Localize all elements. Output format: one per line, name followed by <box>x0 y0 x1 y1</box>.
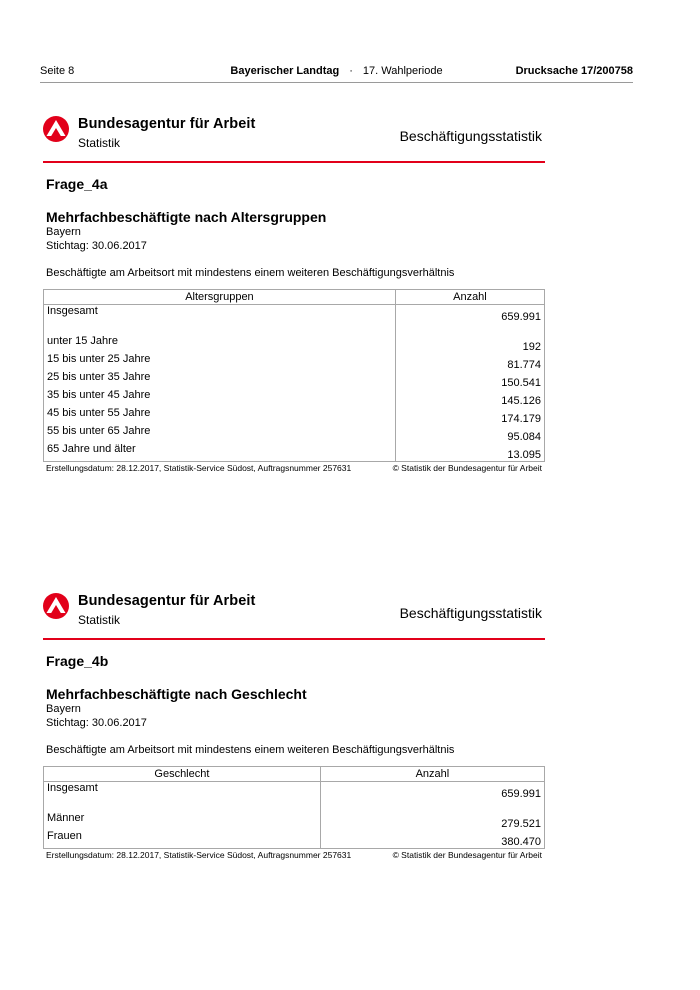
ba-logo-icon <box>43 593 69 619</box>
table-row <box>44 425 545 443</box>
question-label: Frage_4b <box>46 653 109 669</box>
brand-name: Bundesagentur für Arbeit <box>78 116 256 132</box>
region: Bayern <box>46 703 81 715</box>
row-value: 13.095 <box>395 443 544 462</box>
table-header-row <box>44 290 545 305</box>
row-value: 150.541 <box>395 371 544 389</box>
region: Bayern <box>46 226 81 238</box>
creation-info: Erstellungsdatum: 28.12.2017, Statistik-Service Südost, Auftragsnummer 257631 <box>46 463 352 473</box>
table-row <box>44 812 545 830</box>
table-row <box>44 371 545 389</box>
brand-header <box>43 593 545 638</box>
row-label: Frauen <box>44 830 321 849</box>
row-value: 174.179 <box>395 407 544 425</box>
table-row <box>44 353 545 371</box>
row-label: Insgesamt <box>44 782 321 801</box>
column-header: Anzahl <box>320 767 544 782</box>
row-label: 15 bis unter 25 Jahre <box>44 353 396 371</box>
legislative-period: 17. Wahlperiode <box>362 65 443 77</box>
copyright: © Statistik der Bundesagentur für Arbeit <box>392 463 542 473</box>
brand-name: Bundesagentur für Arbeit <box>78 593 256 609</box>
creation-info: Erstellungsdatum: 28.12.2017, Statistik-Service Südost, Auftragsnummer 257631 <box>46 850 352 860</box>
header-separator: · <box>349 65 353 77</box>
row-label: 65 Jahre und älter <box>44 443 396 462</box>
table-row-total <box>44 782 545 801</box>
row-label: 45 bis unter 55 Jahre <box>44 407 396 425</box>
row-label: 55 bis unter 65 Jahre <box>44 425 396 443</box>
document-number: Drucksache 17/200758 <box>515 65 633 77</box>
table-title: Mehrfachbeschäftigte nach Altersgruppen <box>46 209 327 225</box>
table-spacer <box>44 800 545 812</box>
brand-unit: Statistik <box>78 136 121 150</box>
row-label: 25 bis unter 35 Jahre <box>44 371 396 389</box>
reference-date: Stichtag: 30.06.2017 <box>46 240 147 252</box>
row-label: Männer <box>44 812 321 830</box>
table-title: Mehrfachbeschäftigte nach Geschlecht <box>46 686 307 702</box>
data-table <box>43 766 545 849</box>
page-header <box>40 62 633 83</box>
row-value: 380.470 <box>320 830 544 849</box>
report-section-gender <box>43 593 545 862</box>
table-spacer <box>44 323 545 335</box>
table-row <box>44 389 545 407</box>
row-value: 279.521 <box>320 812 544 830</box>
column-header: Altersgruppen <box>44 290 396 305</box>
row-value: 145.126 <box>395 389 544 407</box>
table-row <box>44 407 545 425</box>
table-description: Beschäftigte am Arbeitsort mit mindestens einem weiteren Beschäftigungsverhältnis <box>46 744 455 756</box>
parliament-name: Bayerischer Landtag <box>230 65 340 77</box>
table-header-row <box>44 767 545 782</box>
column-header: Geschlecht <box>44 767 321 782</box>
data-table <box>43 289 545 462</box>
red-divider <box>43 161 545 163</box>
table-row <box>44 443 545 462</box>
table-row-total <box>44 305 545 324</box>
table-row <box>44 335 545 353</box>
row-label: unter 15 Jahre <box>44 335 396 353</box>
copyright: © Statistik der Bundesagentur für Arbeit <box>392 850 542 860</box>
table-row <box>44 830 545 849</box>
row-value: 192 <box>395 335 544 353</box>
ba-logo-icon <box>43 116 69 142</box>
report-type: Beschäftigungsstatistik <box>399 605 542 621</box>
table-footer <box>43 463 545 475</box>
row-value: 95.084 <box>395 425 544 443</box>
column-header: Anzahl <box>395 290 544 305</box>
red-divider <box>43 638 545 640</box>
reference-date: Stichtag: 30.06.2017 <box>46 717 147 729</box>
brand-unit: Statistik <box>78 613 121 627</box>
row-value: 659.991 <box>395 305 544 324</box>
table-description: Beschäftigte am Arbeitsort mit mindestens einem weiteren Beschäftigungsverhältnis <box>46 267 455 279</box>
question-label: Frage_4a <box>46 176 108 192</box>
table-footer <box>43 850 545 862</box>
report-section-age <box>43 116 545 475</box>
row-value: 81.774 <box>395 353 544 371</box>
row-label: Insgesamt <box>44 305 396 324</box>
row-value: 659.991 <box>320 782 544 801</box>
page-number: Seite 8 <box>40 65 75 77</box>
report-type: Beschäftigungsstatistik <box>399 128 542 144</box>
brand-header <box>43 116 545 161</box>
row-label: 35 bis unter 45 Jahre <box>44 389 396 407</box>
